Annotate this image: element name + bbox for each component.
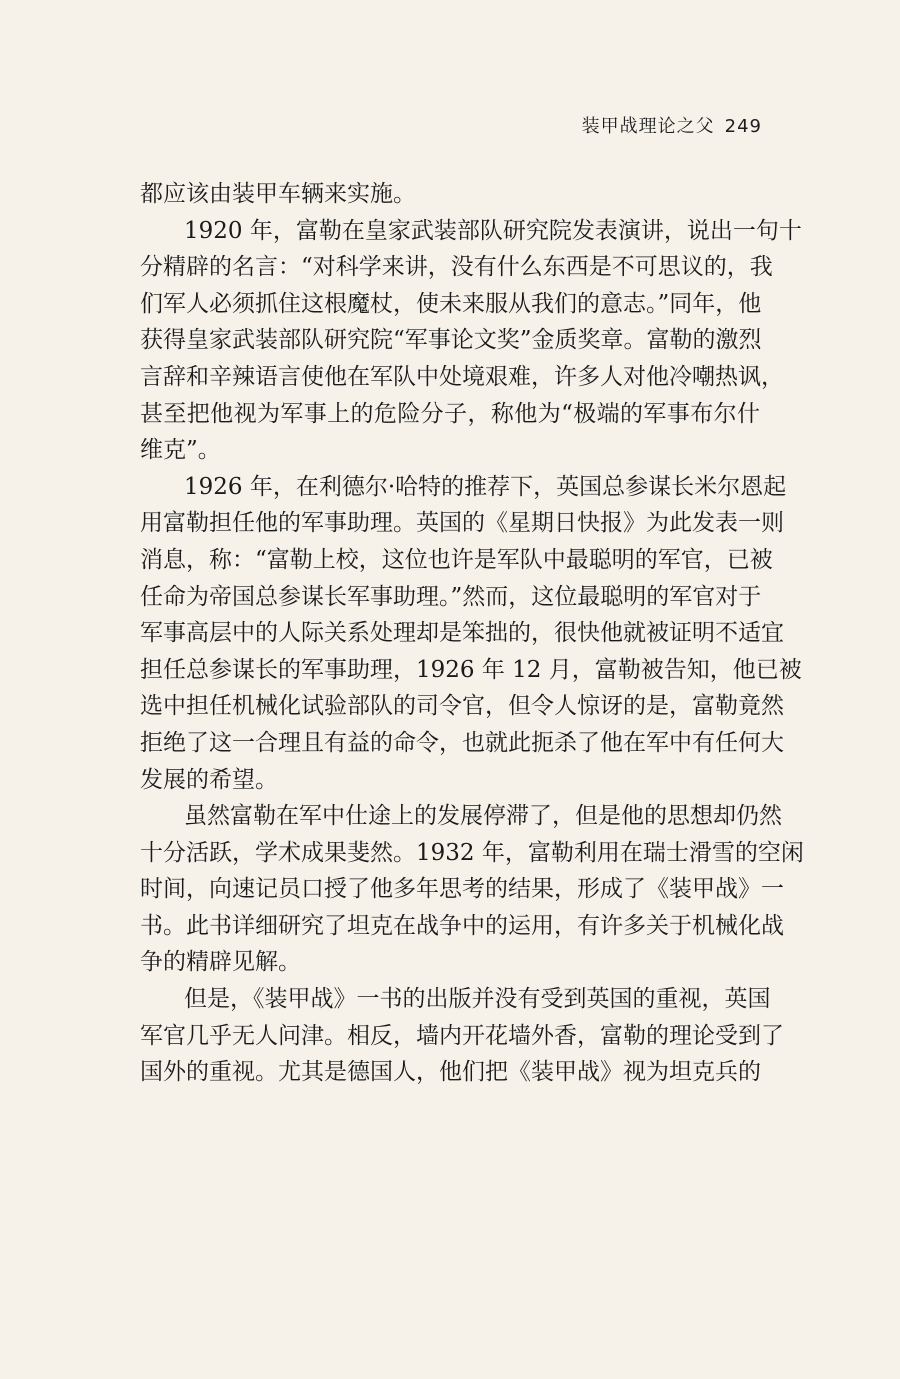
text-line: 书。此书详细研究了坦克在战争中的运用，有许多关于机械化战 <box>140 912 784 939</box>
text-line: 任命为帝国总参谋长军事助理。”然而，这位最聪明的军官对于 <box>140 583 762 610</box>
running-header <box>582 112 762 138</box>
text-line: 时间，向速记员口授了他多年思考的结果，形成了《装甲战》一 <box>140 876 784 903</box>
text-line: 军官几乎无人问津。相反，墙内开花墙外香，富勒的理论受到了 <box>140 1022 784 1049</box>
text-line: 言辞和辛辣语言使他在军队中处境艰难，许多人对他冷嘲热讽， <box>140 363 784 390</box>
text-line: 选中担任机械化试验部队的司令官，但令人惊讶的是，富勒竟然 <box>140 693 784 720</box>
text-line: 担任总参谋长的军事助理，1926 年 12 月，富勒被告知，他已被 <box>140 656 802 683</box>
text-line: 维克”。 <box>140 437 221 464</box>
text-line: 争的精辟见解。 <box>140 949 301 976</box>
text-line: 都应该由装甲车辆来实施。 <box>140 181 416 207</box>
text-line: 们军人必须抓住这根魔杖，使未来服从我们的意志。”同年，他 <box>140 290 762 317</box>
text-line: 但是，《装甲战》一书的出版并没有受到英国的重视，英国 <box>184 986 771 1013</box>
text-line: 消息，称：“富勒上校，这位也许是军队中最聪明的军官，已被 <box>140 546 773 573</box>
text-line: 国外的重视。尤其是德国人，他们把《装甲战》视为坦克兵的 <box>140 1059 761 1086</box>
text-line: 分精辟的名言：“对科学来讲，没有什么东西是不可思议的，我 <box>140 254 773 281</box>
text-line: 用富勒担任他的军事助理。英国的《星期日快报》为此发表一则 <box>140 510 784 537</box>
text-line: 拒绝了这一合理且有益的命令，也就此扼杀了他在军中有任何大 <box>140 729 784 756</box>
text-line: 虽然富勒在军中仕途上的发展停滞了，但是他的思想却仍然 <box>184 803 782 830</box>
body-text <box>140 176 804 1091</box>
page-number: 249 <box>724 116 762 137</box>
text-line: 1920 年，富勒在皇家武装部队研究院发表演讲，说出一句十 <box>184 217 802 244</box>
text-line: 1926 年，在利德尔·哈特的推荐下，英国总参谋长米尔恩起 <box>184 473 787 500</box>
text-line: 十分活跃，学术成果斐然。1932 年，富勒利用在瑞士滑雪的空闲 <box>140 839 804 866</box>
chapter-title: 装甲战理论之父 <box>581 116 715 137</box>
text-line: 发展的希望。 <box>140 766 278 793</box>
text-line: 甚至把他视为军事上的危险分子，称他为“极端的军事布尔什 <box>140 400 760 427</box>
text-line: 获得皇家武装部队研究院“军事论文奖”金质奖章。富勒的激烈 <box>140 327 762 354</box>
text-line: 军事高层中的人际关系处理却是笨拙的，很快他就被证明不适宜 <box>140 620 784 647</box>
